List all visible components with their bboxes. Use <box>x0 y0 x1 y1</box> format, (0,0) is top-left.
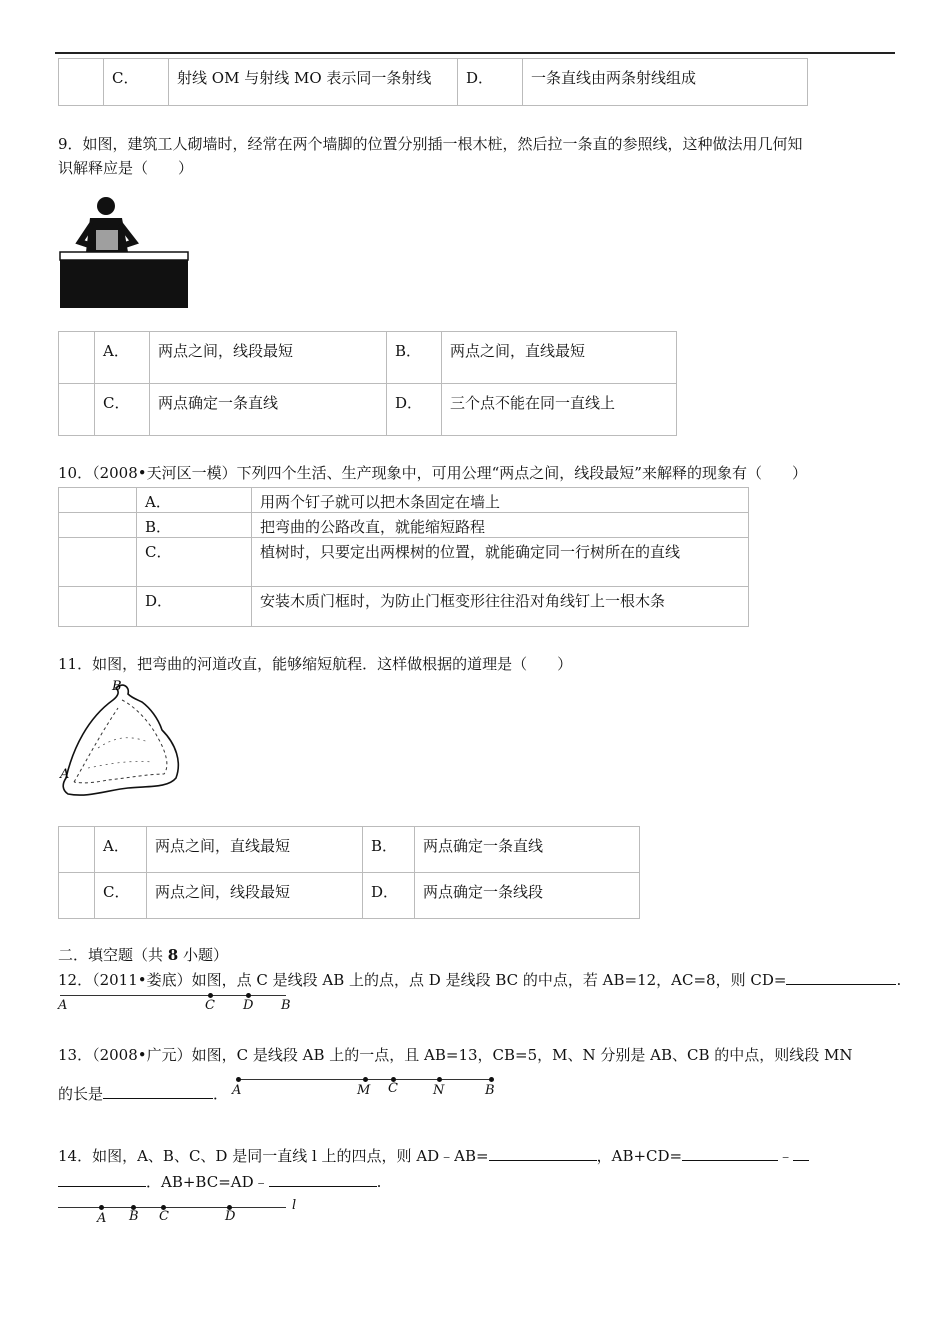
q13-point-b <box>489 1077 494 1082</box>
q14-point-a <box>99 1205 104 1210</box>
q12-label-b: B <box>281 998 291 1013</box>
q14-line-l <box>58 1207 286 1208</box>
q10-text: 10．（2008•天河区一模）下列四个生活、生产现象中，可用公理“两点之间，线段最短”来解释的现象有（ ） <box>58 464 807 482</box>
q11-fig-label-a: A <box>60 767 70 782</box>
q13-point-a <box>236 1077 241 1082</box>
q11-option-d-text: 两点确定一条线段 <box>415 873 640 919</box>
q8-option-d-label: D． <box>458 59 523 106</box>
q11-text: 11．如图，把弯曲的河道改直，能够缩短航程．这样做根据的道理是（ ） <box>58 655 573 673</box>
q9-option-a-text: 两点之间，线段最短 <box>150 332 387 384</box>
q9-option-b-text: 两点之间，直线最短 <box>442 332 677 384</box>
q10-option-b-label: B． <box>137 513 252 538</box>
q9-text-line2: 识解释应是（ ） <box>58 159 194 177</box>
q11-option-d-label: D． <box>363 873 415 919</box>
q12-segment <box>60 995 286 996</box>
q8-option-d-text: 一条直线由两条射线组成 <box>523 59 808 106</box>
q11-option-c-text: 两点之间，线段最短 <box>147 873 363 919</box>
q9-option-d-text: 三个点不能在同一直线上 <box>442 384 677 436</box>
q8-option-c-text: 射线 OM 与射线 MO 表示同一条射线 <box>169 59 458 106</box>
q10-option-b-text: 把弯曲的公路改直，就能缩短路程 <box>252 513 749 538</box>
q9-option-a-label: A． <box>95 332 150 384</box>
q14-text-line2 <box>58 1170 381 1195</box>
q14-answer-blank-1[interactable] <box>489 1160 597 1161</box>
q11-option-b-label: B． <box>363 827 415 873</box>
q14-label-a: A <box>97 1211 107 1226</box>
q14-label-d: D <box>225 1209 236 1224</box>
q9-text-line1: 9．如图，建筑工人砌墙时，经常在两个墙脚的位置分别插一根木桩，然后拉一条直的参照线，这种做法用几何知 <box>58 135 803 153</box>
q14-mid2: ﹣ <box>778 1147 794 1165</box>
q12-label-c: C <box>205 998 215 1013</box>
q14-end: . <box>376 1173 382 1191</box>
q14-answer-blank-2[interactable] <box>682 1160 778 1161</box>
q12-text-line <box>58 968 901 993</box>
q12-answer-blank[interactable] <box>786 984 896 985</box>
q14-text2: ．AB+BC=AD﹣ <box>146 1173 269 1191</box>
q14-answer-blank-3b[interactable] <box>58 1186 146 1187</box>
q11-option-c-label: C． <box>95 873 147 919</box>
q10-option-a-label: A． <box>137 488 252 513</box>
q14-label-b: B <box>129 1209 139 1224</box>
q14-answer-blank-4[interactable] <box>269 1186 377 1187</box>
q10-option-a-text: 用两个钉子就可以把木条固定在墙上 <box>252 488 749 513</box>
q11-fig-label-b: B <box>112 679 122 694</box>
q9-options-table <box>58 331 677 436</box>
q10-option-d-text: 安装木质门框时，为防止门框变形往往沿对角线钉上一根木条 <box>252 587 749 627</box>
q11-option-b-text: 两点确定一条直线 <box>415 827 640 873</box>
q11-options-table <box>58 826 640 919</box>
q9-option-d-label: D． <box>387 384 442 436</box>
q13-text2: 的长是 <box>58 1085 104 1103</box>
q13-point-n <box>437 1077 442 1082</box>
q14-label-l: l <box>292 1198 297 1213</box>
q9-option-c-text: 两点确定一条直线 <box>150 384 387 436</box>
q14-answer-blank-3a[interactable] <box>793 1160 809 1161</box>
q8-options-table <box>58 58 808 106</box>
q13-label-c: C <box>388 1081 398 1096</box>
q10-option-c-label: C． <box>137 538 252 587</box>
q9-worker-figure <box>58 190 190 310</box>
q14-text-line1 <box>58 1144 809 1169</box>
section2-suffix: 小题） <box>178 946 228 964</box>
section2-heading <box>58 943 228 968</box>
q13-end: ． <box>213 1085 229 1103</box>
header-rule <box>55 52 895 54</box>
q9-option-b-label: B． <box>387 332 442 384</box>
q12-end: . <box>896 971 902 989</box>
q10-option-c-text: 植树时，只要定出两棵树的位置，就能确定同一行树所在的直线 <box>252 538 749 587</box>
section2-prefix: 二．填空题（共 <box>58 946 168 964</box>
q12-text: 12．（2011•娄底）如图，点 C 是线段 AB 上的点，点 D 是线段 BC 的中点，若 AB=12，AC=8，则 CD= <box>58 971 787 989</box>
q11-option-a-text: 两点之间，直线最短 <box>147 827 363 873</box>
q12-label-a: A <box>58 998 68 1013</box>
q14-label-c: C <box>159 1209 169 1224</box>
q9-option-c-label: C． <box>95 384 150 436</box>
q13-label-m: M <box>357 1083 371 1098</box>
q13-label-a: A <box>232 1083 242 1098</box>
q13-text-line1: 13．（2008•广元）如图，C 是线段 AB 上的一点，且 AB=13，CB=5，M、N 分别是 AB、CB 的中点，则线段 MN <box>58 1046 853 1064</box>
q13-answer-blank[interactable] <box>103 1098 213 1099</box>
section2-count: 8 <box>167 946 179 964</box>
q10-options-table <box>58 487 749 627</box>
q13-label-n: N <box>433 1083 445 1098</box>
q14-mid1: ，AB+CD= <box>596 1147 683 1165</box>
q12-label-d: D <box>243 998 254 1013</box>
q10-option-d-label: D． <box>137 587 252 627</box>
q13-label-b: B <box>485 1083 495 1098</box>
q13-point-m <box>363 1077 368 1082</box>
q13-text-line2 <box>58 1082 228 1107</box>
q8-option-c-label: C． <box>104 59 169 106</box>
q11-option-a-label: A． <box>95 827 147 873</box>
q11-river-figure <box>58 678 188 808</box>
q14-text1: 14．如图，A、B、C、D 是同一直线 l 上的四点，则 AD﹣AB= <box>58 1147 489 1165</box>
